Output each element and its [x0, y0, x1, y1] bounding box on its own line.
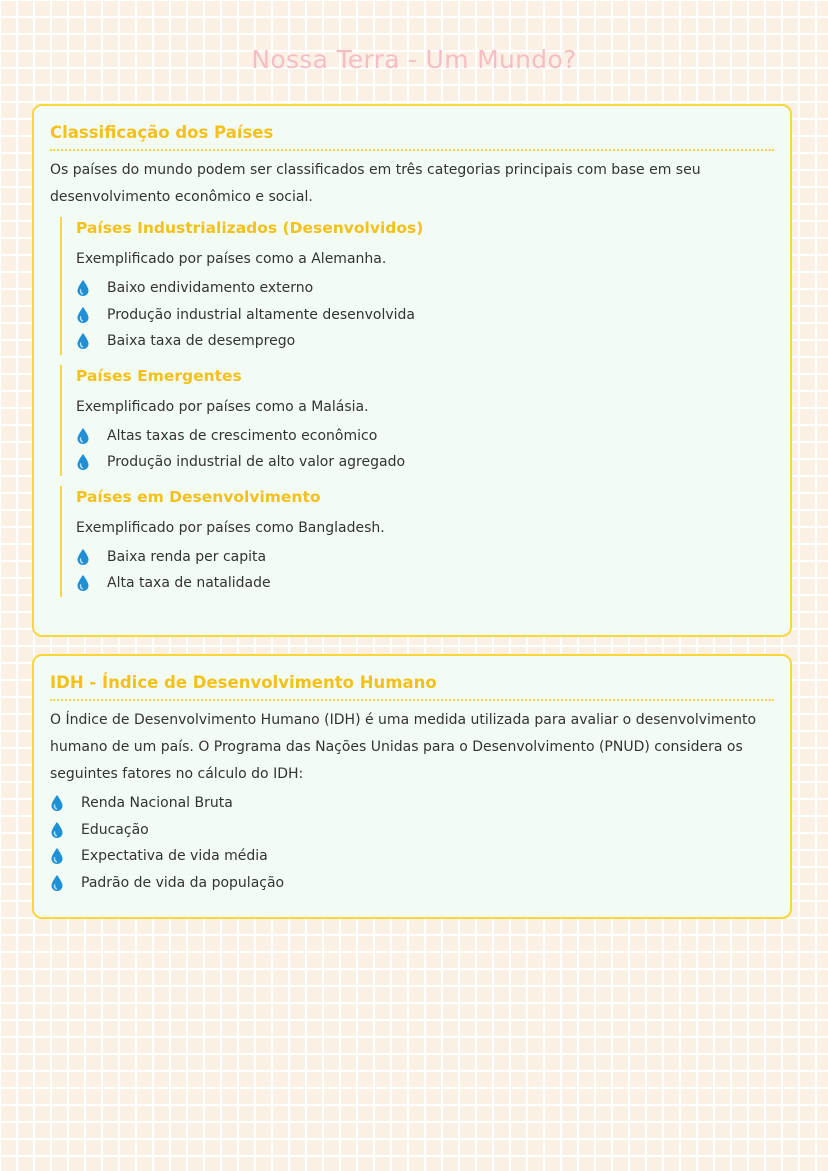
list-item — [76, 544, 774, 571]
list-item-text: Expectativa de vida média — [81, 848, 268, 864]
water-drop-icon — [76, 453, 90, 471]
water-drop-icon — [76, 427, 90, 445]
category-example: Exemplificado por países como a Malásia. — [76, 398, 369, 415]
classification-intro: Os países do mundo podem ser classificados em três categorias principais com base em seu desenvolvimento econômico e social. — [50, 162, 701, 205]
list-item — [50, 870, 774, 897]
classification-card — [32, 104, 792, 637]
list-item-text: Alta taxa de natalidade — [107, 575, 271, 591]
list-item — [50, 790, 774, 817]
page-title: Nossa Terra - Um Mundo? — [251, 45, 577, 74]
category-bullet-list — [76, 275, 774, 355]
category-bullet-list — [76, 544, 774, 597]
list-item — [50, 843, 774, 870]
category-developing — [60, 486, 774, 597]
hdi-intro: O Índice de Desenvolvimento Humano (IDH) é uma medida utilizada para avaliar o desenvolvimento humano de um país. O Programa das Nações Unidas para o Desenvolvimento (PNUD) considera os seguintes fatores no cálculo do IDH: — [50, 712, 757, 782]
category-emerging — [60, 365, 774, 476]
classification-heading: Classificação dos Países — [50, 120, 774, 151]
list-item — [76, 423, 774, 450]
list-item-text: Baixa renda per capita — [107, 548, 267, 565]
list-item — [50, 817, 774, 844]
category-title: Países Industrializados (Desenvolvidos) — [76, 219, 424, 237]
hdi-factor-list — [50, 790, 774, 896]
list-item — [76, 328, 774, 355]
list-item — [76, 570, 774, 597]
list-item — [76, 449, 774, 476]
water-drop-icon — [76, 574, 90, 592]
category-title: Países em Desenvolvimento — [76, 487, 321, 506]
category-example: Exemplificado por países como a Alemanha. — [76, 251, 387, 267]
list-item-text: Educação — [81, 821, 149, 838]
hdi-card — [32, 654, 792, 919]
water-drop-icon — [76, 279, 90, 297]
water-drop-icon — [50, 794, 64, 812]
list-item-text: Baixa taxa de desemprego — [107, 333, 296, 349]
water-drop-icon — [50, 874, 64, 892]
water-drop-icon — [50, 847, 64, 865]
list-item-text: Padrão de vida da população — [81, 874, 285, 891]
water-drop-icon — [76, 306, 90, 324]
water-drop-icon — [76, 548, 90, 566]
list-item-text: Renda Nacional Bruta — [81, 795, 233, 811]
category-industrialized — [60, 217, 774, 355]
water-drop-icon — [76, 332, 90, 350]
category-example: Exemplificado por países como Bangladesh. — [76, 519, 385, 536]
water-drop-icon — [50, 821, 64, 839]
list-item-text: Altas taxas de crescimento econômico — [107, 427, 378, 444]
category-bullet-list — [76, 423, 774, 476]
list-item-text: Produção industrial altamente desenvolvida — [107, 306, 416, 323]
list-item-text: Baixo endividamento externo — [107, 280, 314, 296]
category-title: Países Emergentes — [76, 366, 242, 385]
list-item-text: Produção industrial de alto valor agregado — [107, 454, 406, 470]
list-item — [76, 302, 774, 329]
hdi-heading: IDH - Índice de Desenvolvimento Humano — [50, 670, 774, 701]
list-item — [76, 275, 774, 302]
